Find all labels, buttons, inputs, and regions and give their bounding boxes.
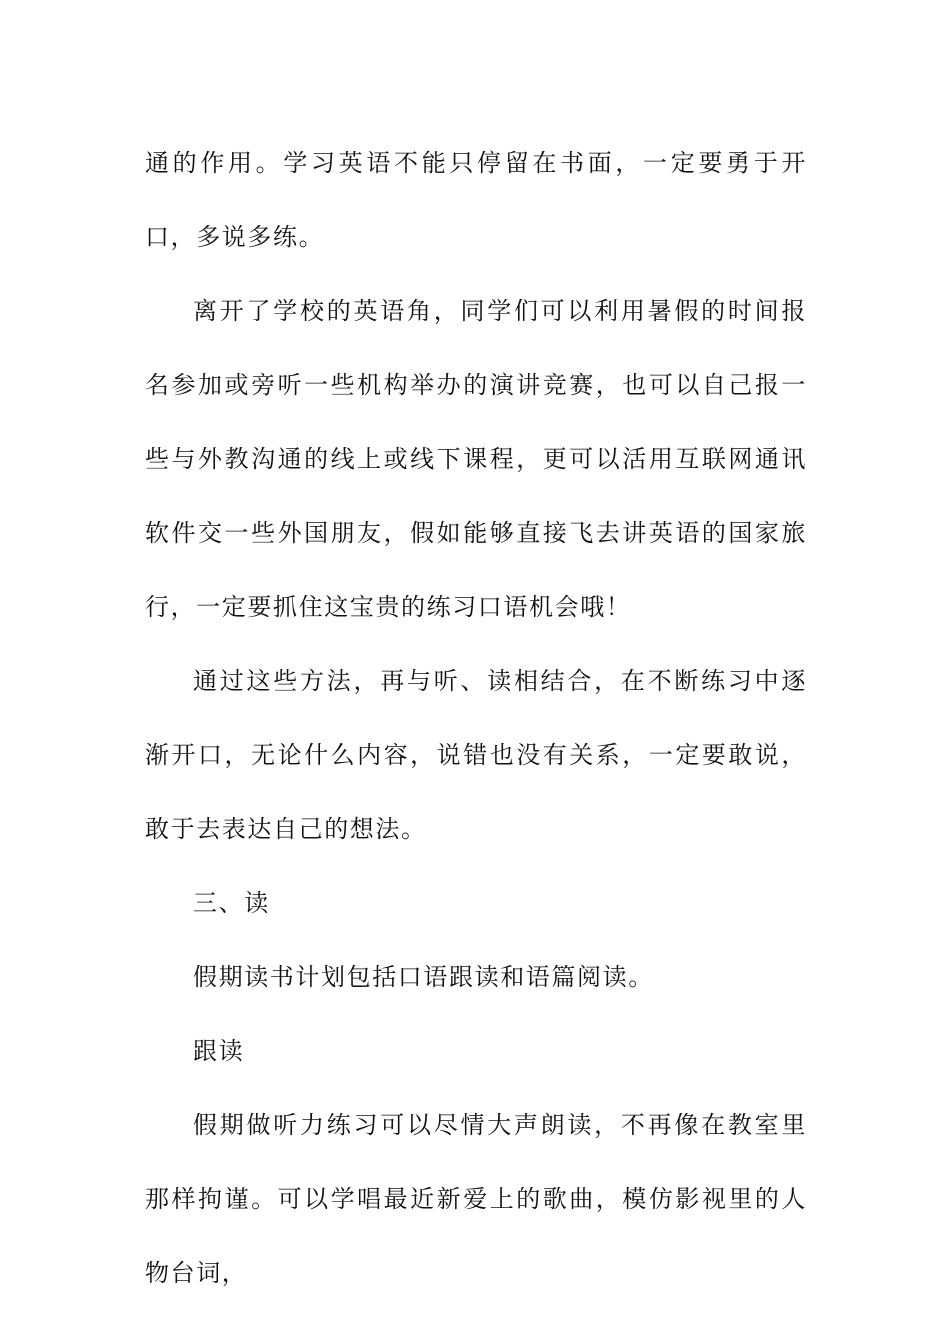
- paragraph-read-aloud: 假期做听力练习可以尽情大声朗读，不再像在教室里那样拘谨。可以学唱最近新爱上的歌曲，模仿影视里的人物台词，: [145, 1111, 807, 1287]
- paragraph-english-corner: 离开了学校的英语角，同学们可以利用暑假的时间报名参加或旁听一些机构举办的演讲竞赛，也可以自己报一些与外教沟通的线上或线下课程，更可以活用互联网通讯软件交一些外国朋友，假如能够直接飞去讲英语的国家旅行，一定要抓住这宝贵的练习口语机会哦！: [145, 297, 807, 621]
- paragraph-reading-plan: 假期读书计划包括口语跟读和语篇阅读。: [193, 963, 654, 991]
- section-heading-read: 三、读: [193, 889, 270, 917]
- subheading-follow-reading: 跟读: [193, 1037, 245, 1065]
- paragraph-practice-speaking-end: 通的作用。学习英语不能只停留在书面，一定要勇于开口，多说多练。: [145, 149, 807, 251]
- paragraph-combine-methods: 通过这些方法，再与听、读相结合，在不断练习中逐渐开口，无论什么内容，说错也没有关系，一定要敢说，敢于去表达自己的想法。: [145, 667, 807, 843]
- document-page: [145, 126, 807, 1310]
